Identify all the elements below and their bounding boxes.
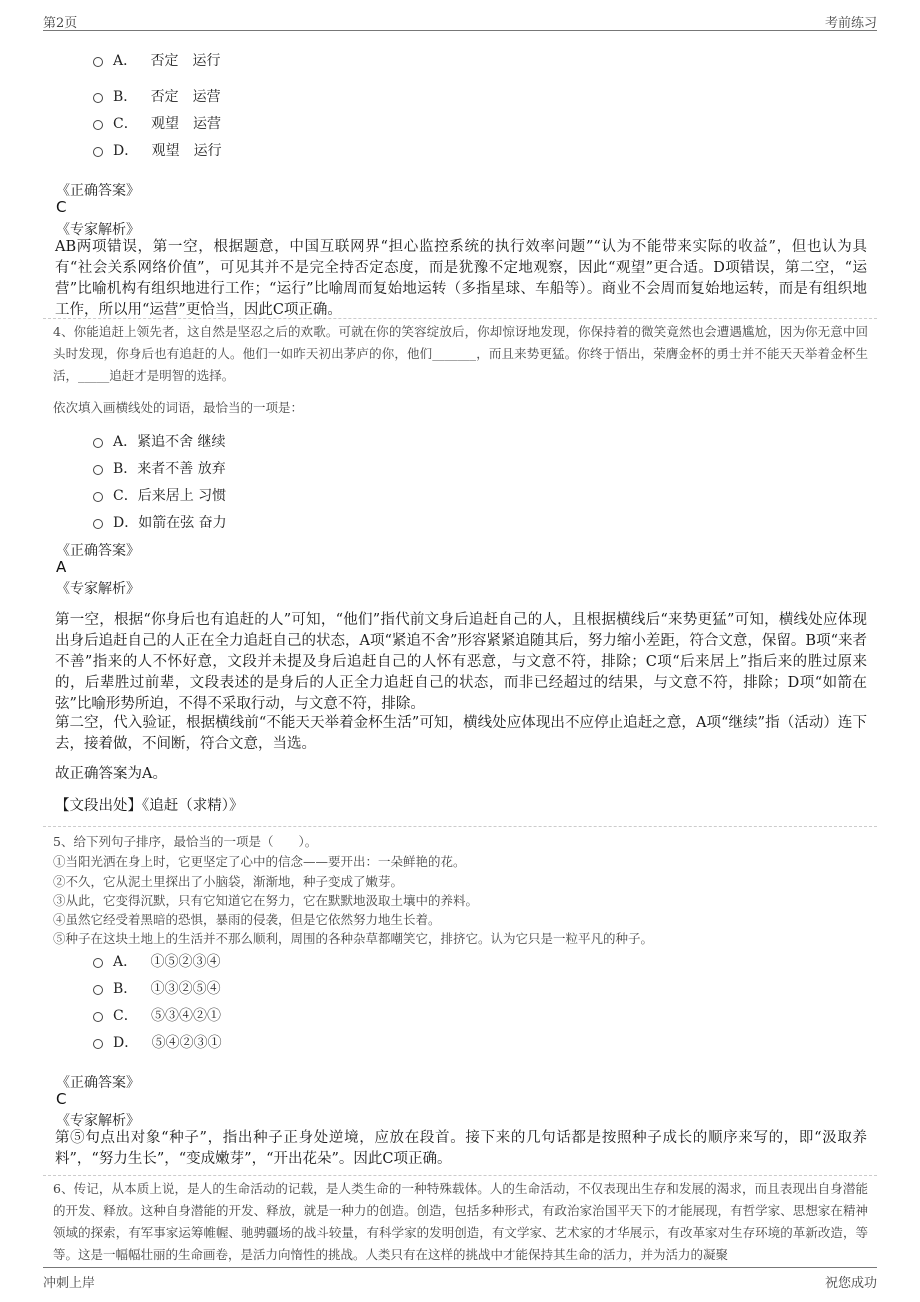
q3-option-d[interactable]: D． 观望 运行 bbox=[93, 140, 222, 160]
q4-answer-label: 《正确答案》 bbox=[56, 543, 140, 559]
q3-option-b[interactable]: B． 否定 运营 bbox=[93, 86, 221, 106]
q5-option-b[interactable]: B． ①③②⑤④ bbox=[93, 978, 221, 998]
q5-analysis: 第⑤句点出对象“种子”，指出种子正身处逆境，应放在段首。接下来的几句话都是按照种子成长的顺序来写的，即“汲取养料”，“努力生长”，“变成嫩芽”，“开出花朵”。因此C项正确。 bbox=[55, 1130, 867, 1167]
q5-sentence: ⑤种子在这块土地上的生活并不那么顺利，周围的各种杂草都嘲笑它，排挤它。认为它只是一粒平凡的种子。 bbox=[53, 931, 654, 946]
footer-right: 祝您成功 bbox=[824, 1276, 877, 1291]
q5-answer: C bbox=[56, 1090, 67, 1108]
radio-icon[interactable] bbox=[93, 438, 103, 448]
q3-answer: C bbox=[56, 198, 67, 216]
radio-icon[interactable] bbox=[93, 93, 103, 103]
q4-analysis-p1: 第一空，根据“你身后也有追赶的人”可知，“他们”指代前文身后追赶自己的人，且根据横线后“来势更猛”可知，横线处应体现出身后追赶自己的人正在全力追赶自己的状态，A项“紧追不舍”形容紧紧追随其后，努力缩小差距，符合文意，保留。B项“来者不善”指来的人不怀好意，文段并未提及身后追赶自己的人怀有恶意，与文意不符，排除；C项“后来居上”指后来的胜过原来的，后辈胜过前辈，文段表述的是身后的人正全力追赶自己的状态，而非已经超过的结果，与文意不符，排除；D项“如箭在弦”比喻形势所迫，不得不采取行动，与文意不符，排除。 bbox=[55, 612, 867, 712]
q5-sentence: ④虽然它经受着黑暗的恐惧，暴雨的侵袭，但是它依然努力地生长着。 bbox=[53, 912, 441, 927]
divider bbox=[43, 318, 877, 319]
radio-icon[interactable] bbox=[93, 57, 103, 67]
q5-option-a[interactable]: A． ①⑤②③④ bbox=[93, 951, 220, 971]
q3-analysis-label: 《专家解析》 bbox=[56, 222, 140, 238]
q4-analysis-p2: 第二空，代入验证，根据横线前“不能天天举着金杯生活”可知，横线处应体现出不应停止追赶之意，A项“继续”指（活动）连下去，接着做，不间断，符合文意，当选。 bbox=[55, 715, 867, 752]
q4-option-d[interactable]: D．如箭在弦 奋力 bbox=[93, 512, 227, 532]
q5-analysis-label: 《专家解析》 bbox=[56, 1113, 140, 1129]
q5-answer-label: 《正确答案》 bbox=[56, 1075, 140, 1091]
divider bbox=[43, 826, 877, 827]
q4-option-a[interactable]: A．紧追不舍 继续 bbox=[93, 431, 226, 451]
radio-icon[interactable] bbox=[93, 519, 103, 529]
radio-icon[interactable] bbox=[93, 958, 103, 968]
q4-prompt: 依次填入画横线处的词语，最恰当的一项是： bbox=[53, 400, 304, 415]
page-footer bbox=[43, 1267, 877, 1290]
q4-option-b[interactable]: B．来者不善 放弃 bbox=[93, 458, 226, 478]
radio-icon[interactable] bbox=[93, 120, 103, 130]
radio-icon[interactable] bbox=[93, 1012, 103, 1022]
q3-option-c[interactable]: C． 观望 运营 bbox=[93, 113, 221, 133]
radio-icon[interactable] bbox=[93, 465, 103, 475]
radio-icon[interactable] bbox=[93, 1039, 103, 1049]
page-header bbox=[43, 8, 877, 31]
q4-conclusion: 故正确答案为A。 bbox=[55, 766, 167, 782]
radio-icon[interactable] bbox=[93, 492, 103, 502]
q5-stem: 5、给下列句子排序，最恰当的一项是（ ）。 bbox=[53, 834, 318, 849]
footer-left: 冲刺上岸 bbox=[43, 1276, 96, 1291]
q4-option-c[interactable]: C．后来居上 习惯 bbox=[93, 485, 226, 505]
q6-stem: 6、传记，从本质上说，是人的生命活动的记载，是人类生命的一种特殊载体。人的生命活动，不仅表现出生存和发展的渴求，而且表现出自身潜能的开发、释放。这种自身潜能的开发、释放，就是一种力的创造。创造，包括多种形式，有政治家治国平天下的才能展现，有哲学家、思想家在精神领域的探索，有军事家运筹帷幄、驰骋疆场的战斗较量，有科学家的发明创造，有文学家、艺术家的才华展示，有改革家对生存环境的革新改造，等等。这是一幅幅壮丽的生命画卷，是活力向惰性的挑战。人类只有在这样的挑战中才能保持其生命的活力，并为活力的凝聚 bbox=[53, 1181, 868, 1262]
q5-sentence: ②不久，它从泥土里探出了小脑袋，渐渐地，种子变成了嫩芽。 bbox=[53, 874, 404, 889]
q3-analysis: AB两项错误，第一空，根据题意，中国互联网界“担心监控系统的执行效率问题”“认为不能带来实际的收益”，但也认为具有“社会关系网络价值”，可见其并不是完全持否定态度，而是犹豫不定地观察，因此“观望”更合适。D项错误，第二空，“运营”比喻机构有组织地进行工作；“运行”比喻周而复始地运转（多指星球、车船等）。商业不会周而复始地运转，而是有组织地工作，所以用“运营”更恰当，因此C项正确。 bbox=[55, 239, 867, 318]
q4-source: 【文段出处】《追赶（求精）》 bbox=[55, 798, 244, 814]
q5-option-d[interactable]: D． ⑤④②③① bbox=[93, 1032, 222, 1052]
page-number: 第2页 bbox=[43, 16, 78, 31]
q3-option-a[interactable]: A． 否定 运行 bbox=[93, 50, 220, 70]
q3-answer-label: 《正确答案》 bbox=[56, 183, 140, 199]
q5-sentence: ①当阳光洒在身上时，它更坚定了心中的信念——要开出：一朵鲜艳的花。 bbox=[53, 854, 466, 869]
radio-icon[interactable] bbox=[93, 147, 103, 157]
radio-icon[interactable] bbox=[93, 985, 103, 995]
q4-analysis-label: 《专家解析》 bbox=[56, 581, 140, 597]
q5-sentence: ③从此，它变得沉默，只有它知道它在努力，它在默默地汲取土壤中的养料。 bbox=[53, 893, 479, 908]
q4-answer: A bbox=[56, 558, 67, 576]
divider bbox=[43, 1175, 877, 1176]
header-tag: 考前练习 bbox=[824, 16, 877, 31]
q5-option-c[interactable]: C． ⑤③④②① bbox=[93, 1005, 221, 1025]
q4-stem: 4、你能追赶上领先者，这自然是坚忍之后的欢歌。可就在你的笑容绽放后，你却惊讶地发现，你保持着的微笑竟然也会遭遇尴尬，因为你无意中回头时发现，你身后也有追赶的人。他们一如昨天初出茅庐的你，他们_______，而且来势更猛。你终于悟出，荣膺金杯的勇士并不能天天举着金杯生活，_____追赶才是明智的选择。 bbox=[53, 324, 868, 383]
